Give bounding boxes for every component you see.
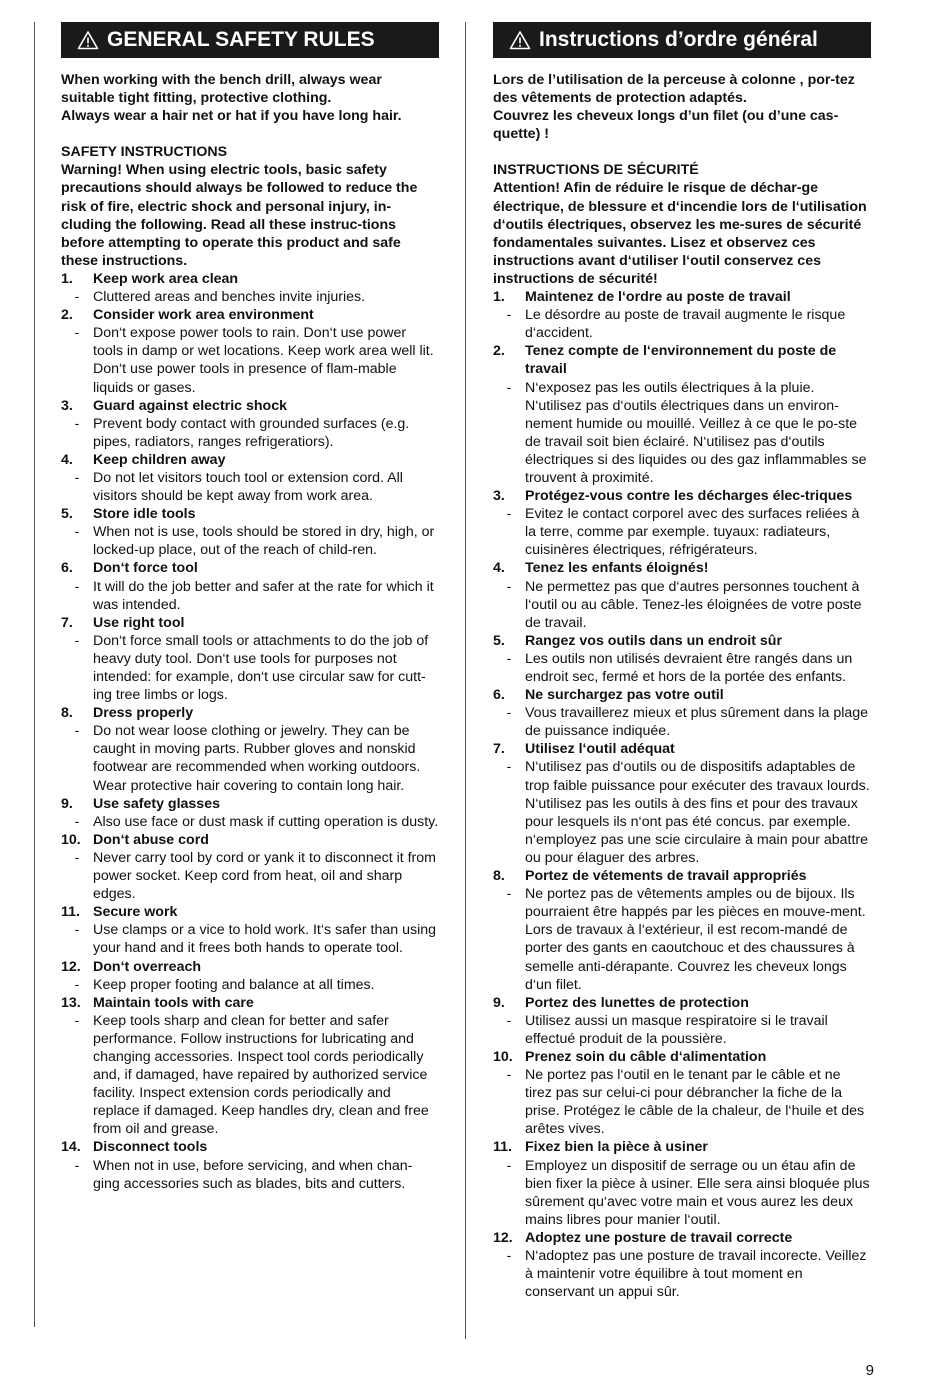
- dash-bullet: -: [74, 1157, 80, 1174]
- rule-heading: [61, 614, 439, 632]
- rule-description-text: Ne portez pas l‘outil en le tenant par le câble et ne tirez pas sur celui-ci pour débrancher la fiche de la prise. Protégez le câble de la chaleur, de l‘huile et des arêtes vives.: [525, 1067, 865, 1138]
- rule-description-text: Also use face or dust mask if cutting operation is dusty.: [93, 813, 439, 830]
- rule-heading: [61, 795, 439, 813]
- rule-description: [493, 1157, 871, 1229]
- rule-description-text: Le désordre au poste de travail augmente le risque d‘accident.: [525, 307, 846, 342]
- rule-title: Don‘t abuse cord: [93, 831, 209, 848]
- rule-heading: [493, 632, 871, 650]
- rule-heading: [493, 288, 871, 306]
- rule-description-text: Don‘t force small tools or attachments to do the job of heavy duty tool. Don‘t use tools for purposes not intended: for example, don‘t use circular saw for cutt- ing tree limbs or logs.: [93, 632, 429, 704]
- rule-description: [61, 722, 439, 794]
- rule-description-text: It will do the job better and safer at the rate for which it was intended.: [93, 578, 434, 613]
- rule-item: [61, 505, 439, 559]
- dash-bullet: -: [74, 578, 80, 595]
- safety-instructions-title: SAFETY INSTRUCTIONS: [61, 144, 228, 161]
- rule-description-text: Never carry tool by cord or yank it to disconnect it from power socket. Keep cord from heat, oil and sharp edges.: [93, 849, 436, 903]
- rule-description: [61, 813, 439, 831]
- rule-heading: [61, 270, 439, 288]
- rule-item: [493, 994, 871, 1048]
- rule-title: Portez de vétements de travail appropriés: [525, 868, 807, 885]
- rule-description-text: Prevent body contact with grounded surfaces (e.g. pipes, radiators, ranges refrigeratiors).: [93, 415, 410, 450]
- intro-line: When working with the bench drill, always wear suitable tight fitting, protective clothing.: [61, 72, 382, 107]
- rule-title: Maintenez de l‘ordre au poste de travail: [525, 289, 791, 306]
- dash-bullet: -: [74, 723, 80, 740]
- rule-title: Utilisez l‘outil adéquat: [525, 741, 675, 758]
- rule-number: 1.: [493, 289, 505, 306]
- rule-heading: [493, 1048, 871, 1066]
- english-rule-list: [61, 270, 439, 1193]
- rule-number: 3.: [493, 488, 505, 505]
- rule-title: Protégez-vous contre les décharges élec-triques: [525, 488, 853, 505]
- dash-bullet: -: [506, 506, 512, 523]
- french-header: [493, 22, 871, 58]
- rule-title: Secure work: [93, 904, 178, 921]
- rule-item: [493, 632, 871, 686]
- rule-number: 8.: [61, 705, 73, 722]
- rule-heading: [493, 1138, 871, 1156]
- rule-title: Dress properly: [93, 705, 194, 722]
- dash-bullet: -: [506, 1067, 512, 1084]
- rule-description: [493, 306, 871, 342]
- rule-item: [61, 958, 439, 994]
- rule-number: 12.: [61, 958, 81, 975]
- rule-number: 9.: [61, 795, 73, 812]
- rule-description: [493, 1066, 871, 1138]
- rule-title: Prenez soin du câble d‘alimentation: [525, 1048, 767, 1065]
- rule-number: 10.: [493, 1048, 513, 1065]
- rule-heading: [61, 704, 439, 722]
- rule-title: Adoptez une posture de travail correcte: [525, 1229, 793, 1246]
- rule-heading: [61, 831, 439, 849]
- rule-title: Maintain tools with care: [93, 994, 254, 1011]
- dash-bullet: -: [74, 922, 80, 939]
- rule-description: [61, 578, 439, 614]
- dash-bullet: -: [506, 307, 512, 324]
- center-divider-line: [465, 22, 466, 1339]
- rule-heading: [61, 397, 439, 415]
- rule-item: [61, 994, 439, 1139]
- dash-bullet: -: [506, 379, 512, 396]
- rule-number: 8.: [493, 868, 505, 885]
- rule-description-text: N‘exposez pas les outils électriques à la pluie. N‘utilisez pas d‘outils électriques dans un environ-nement humide ou mouillé. Veillez à ce que le po-ste de travail soit bien éclairé. N‘utilisez pas d‘outils électriques si des liquides ou des gaz inflammables se trouvent à proximité.: [525, 379, 867, 486]
- rule-heading: [61, 505, 439, 523]
- rule-heading: [493, 867, 871, 885]
- rule-description-text: Ne portez pas de vêtements amples ou de bijoux. Ils pourraient être happés par les pièces en mouve-ment. Lors de travaux à l‘extérieur, il est recom-mandé de porter des gants en caoutchouc et des chaussures à semelle anti-dérapante. Couvrez les cheveux longs d‘un filet.: [525, 886, 866, 993]
- rule-description-text: Do not wear loose clothing or jewelry. They can be caught in moving parts. Rubber gloves and nonskid footwear are recommended when working outdoors. Wear protective hair covering to contain long hair.: [93, 723, 421, 794]
- rule-description-text: Keep proper footing and balance at all times.: [93, 976, 375, 993]
- rule-description-text: Les outils non utilisés devraient être rangés dans un endroit sec, fermé et hors de la portée des enfants.: [525, 650, 853, 685]
- dash-bullet: -: [74, 325, 80, 342]
- rule-description: [493, 650, 871, 686]
- rule-heading: [61, 994, 439, 1012]
- dash-bullet: -: [74, 524, 80, 541]
- rule-title: Keep children away: [93, 451, 226, 468]
- rule-description-text: Use clamps or a vice to hold work. It‘s safer than using your hand and it frees both hands to operate tool.: [93, 922, 437, 957]
- rule-description: [61, 976, 439, 994]
- rule-title: Don‘t overreach: [93, 958, 202, 975]
- rule-description: [61, 632, 439, 704]
- left-margin-line: [34, 22, 35, 1327]
- rule-description: [493, 505, 871, 559]
- dash-bullet: -: [74, 813, 80, 830]
- rule-heading: [493, 686, 871, 704]
- rule-number: 5.: [493, 632, 505, 649]
- rule-title: Disconnect tools: [93, 1139, 208, 1156]
- rule-number: 10.: [61, 831, 81, 848]
- rule-description: [493, 758, 871, 867]
- rule-heading: [493, 559, 871, 577]
- rule-item: [493, 487, 871, 559]
- rule-number: 6.: [61, 560, 73, 577]
- rule-description-text: N‘utilisez pas d‘outils ou de dispositifs adaptables de trop faible puissance pour exécuter des travaux lourds. N‘utilisez pas les outils à des fins et pour des travaux pour lesquels ils n‘ont pas été concus. par exemple. n‘employez pas une scie circulaire à main pour abattre ou pour élaguer des arbres.: [525, 759, 870, 866]
- rule-item: [493, 288, 871, 342]
- rule-description-text: Do not let visitors touch tool or extension cord. All visitors should be kept away from work area.: [93, 469, 403, 505]
- rule-description: [61, 849, 439, 903]
- dash-bullet: -: [506, 886, 512, 903]
- rule-item: [61, 1138, 439, 1192]
- intro-line: Couvrez les cheveux longs d’un filet (ou d’une cas-quette) !: [493, 108, 839, 143]
- rule-item: [61, 397, 439, 451]
- page-number: 9: [865, 1362, 874, 1379]
- rule-item: [61, 270, 439, 306]
- rule-title: Ne surchargez pas votre outil: [525, 687, 724, 704]
- rule-title: Keep work area clean: [93, 270, 239, 287]
- warning-paragraph: Warning! When using electric tools, basic safety precautions should always be followed to reduce the risk of fire, electric shock and personal injury, in-cluding the following. Read all these instruc-tions before attempting to operate this product and safe these instructions.: [61, 162, 418, 269]
- rule-item: [61, 559, 439, 613]
- rule-description-text: Keep tools sharp and clean for better and safer performance. Follow instructions for lubricating and changing accessories. Inspect tool cords periodically and, if damaged, have repaired by authorized service facility. Inspect extension cords periodically and replace if damaged. Keep handles dry, clean and free from oil and grease.: [93, 1012, 429, 1138]
- dash-bullet: -: [74, 849, 80, 866]
- warning-triangle-icon: [77, 30, 99, 50]
- dash-bullet: -: [506, 650, 512, 667]
- french-header-title: Instructions d’ordre général: [539, 28, 818, 51]
- rule-heading: [493, 342, 871, 378]
- rule-description-text: Evitez le contact corporel avec des surfaces reliées à la terre, comme par exemple. tuyaux: radiateurs, cuisinères électriques, réfrigérateurs.: [525, 506, 860, 559]
- rule-description-text: Ne permettez pas que d‘autres personnes touchent à l‘outil ou au câble. Tenez-les éloignées de votre poste de travail.: [525, 578, 862, 631]
- rule-title: Fixez bien la pièce à usiner: [525, 1139, 708, 1156]
- rule-number: 9.: [493, 994, 505, 1011]
- rule-number: 1.: [61, 270, 73, 287]
- rule-item: [493, 342, 871, 487]
- rule-item: [61, 795, 439, 831]
- rule-number: 4.: [61, 451, 73, 468]
- rule-heading: [493, 487, 871, 505]
- rule-description: [493, 1012, 871, 1048]
- rule-heading: [61, 306, 439, 324]
- rule-description: [493, 578, 871, 632]
- dash-bullet: -: [74, 632, 80, 649]
- rule-description-text: Employez un dispositif de serrage ou un étau afin de bien fixer la pièce à usiner. Elle sera ainsi bloquée plus sûrement qu‘avec votre main et vous aurez les deux mains libres pour manier l‘outil.: [525, 1157, 870, 1228]
- rule-item: [61, 903, 439, 957]
- rule-item: [493, 559, 871, 631]
- rule-number: 12.: [493, 1229, 513, 1246]
- rule-number: 7.: [61, 614, 73, 631]
- dash-bullet: -: [506, 578, 512, 595]
- rule-title: Guard against electric shock: [93, 397, 287, 414]
- intro-line: Lors de l’utilisation de la perceuse à colonne , por-tez des vêtements de protection adaptés.: [493, 72, 855, 107]
- rule-title: Use right tool: [93, 614, 185, 631]
- rule-number: 4.: [493, 560, 505, 577]
- rule-item: [493, 867, 871, 994]
- rule-description-text: Cluttered areas and benches invite injuries.: [93, 289, 366, 306]
- rule-item: [493, 1138, 871, 1228]
- french-column: [493, 22, 871, 1301]
- rule-heading: [61, 451, 439, 469]
- rule-heading: [61, 559, 439, 577]
- rule-item: [61, 614, 439, 704]
- rule-number: 2.: [493, 343, 505, 360]
- rule-description: [61, 523, 439, 559]
- rule-heading: [61, 958, 439, 976]
- rule-title: Rangez vos outils dans un endroit sûr: [525, 632, 782, 649]
- rule-description: [61, 415, 439, 451]
- rule-description-text: When not in use, before servicing, and when chan-ging accessories such as blades, bits and cutters.: [93, 1157, 413, 1192]
- rule-description-text: N‘adoptez pas une posture de travail incorecte. Veillez à maintenir votre équilibre à tout moment en conservant un appui sûr.: [525, 1248, 867, 1301]
- rule-title: Portez des lunettes de protection: [525, 994, 749, 1011]
- rule-item: [493, 686, 871, 740]
- dash-bullet: -: [506, 759, 512, 776]
- attention-paragraph: Attention! Afin de réduire le risque de déchar-ge électrique, de blessure et d‘incendie lors de l‘utilisation d‘outils électriques, observez les me-sures de sécurité fondamentales suivantes. Lisez et observez ces instructions avant d‘utiliser l‘outil conservez ces instructions de sécurité!: [493, 180, 867, 287]
- rule-description: [61, 1012, 439, 1139]
- rule-number: 11.: [61, 904, 80, 921]
- english-header-title: GENERAL SAFETY RULES: [107, 28, 375, 51]
- rule-item: [493, 740, 871, 867]
- rule-heading: [493, 1229, 871, 1247]
- rule-description: [61, 324, 439, 396]
- instructions-de-securite-title: INSTRUCTIONS DE SÉCURITÉ: [493, 162, 699, 179]
- dash-bullet: -: [74, 415, 80, 432]
- rule-item: [61, 306, 439, 396]
- rule-number: 5.: [61, 506, 73, 523]
- rule-item: [493, 1229, 871, 1301]
- english-intro: [61, 71, 439, 125]
- rule-title: Use safety glasses: [93, 795, 220, 812]
- rule-description-text: When not is use, tools should be stored in dry, high, or locked-up place, out of the reach of child-ren.: [93, 524, 435, 559]
- dash-bullet: -: [506, 1248, 512, 1264]
- rule-heading: [493, 740, 871, 758]
- rule-title: Store idle tools: [93, 506, 196, 523]
- rule-description-text: Don‘t expose power tools to rain. Don‘t use power tools in damp or wet locations. Keep work area well lit. Don‘t use power tools in presence of flam-mable liquids or gases.: [93, 325, 434, 396]
- dash-bullet: -: [74, 1012, 80, 1029]
- rule-description: [493, 885, 871, 994]
- rule-number: 13.: [61, 994, 81, 1011]
- french-intro: [493, 71, 871, 143]
- dash-bullet: -: [506, 1012, 512, 1029]
- rule-description: [61, 469, 439, 505]
- rule-heading: [61, 1138, 439, 1156]
- warning-triangle-icon: [509, 30, 531, 50]
- rule-title: Consider work area environment: [93, 307, 314, 324]
- rule-number: 6.: [493, 687, 505, 704]
- rule-heading: [493, 994, 871, 1012]
- rule-number: 7.: [493, 741, 505, 758]
- intro-line: Always wear a hair net or hat if you have long hair.: [61, 108, 402, 125]
- dash-bullet: -: [74, 976, 80, 993]
- rule-description: [493, 379, 871, 488]
- dash-bullet: -: [506, 1157, 512, 1174]
- rule-description: [61, 288, 439, 306]
- rule-item: [61, 704, 439, 794]
- rule-item: [493, 1048, 871, 1138]
- rule-heading: [61, 903, 439, 921]
- rule-description: [61, 1157, 439, 1193]
- rule-title: Don‘t force tool: [93, 560, 198, 577]
- french-rule-list: [493, 288, 871, 1301]
- rule-number: 2.: [61, 307, 73, 324]
- rule-number: 11.: [493, 1139, 512, 1156]
- rule-description-text: Vous travaillerez mieux et plus sûrement dans la plage de puissance indiquée.: [525, 705, 869, 740]
- dash-bullet: -: [74, 289, 80, 306]
- english-header: [61, 22, 439, 58]
- rule-number: 14.: [61, 1139, 81, 1156]
- english-column: [61, 22, 439, 1193]
- rule-description: [61, 921, 439, 957]
- rule-title: Tenez les enfants éloignés!: [525, 560, 709, 577]
- rule-description: [493, 1247, 871, 1301]
- dash-bullet: -: [74, 469, 80, 486]
- rule-item: [61, 831, 439, 903]
- rule-item: [61, 451, 439, 505]
- dash-bullet: -: [506, 705, 512, 722]
- rule-number: 3.: [61, 397, 73, 414]
- rule-description: [493, 704, 871, 740]
- rule-title: Tenez compte de l‘environnement du poste de travail: [525, 343, 837, 378]
- rule-description-text: Utilisez aussi un masque respiratoire si le travail effectué produit de la poussière.: [525, 1012, 828, 1047]
